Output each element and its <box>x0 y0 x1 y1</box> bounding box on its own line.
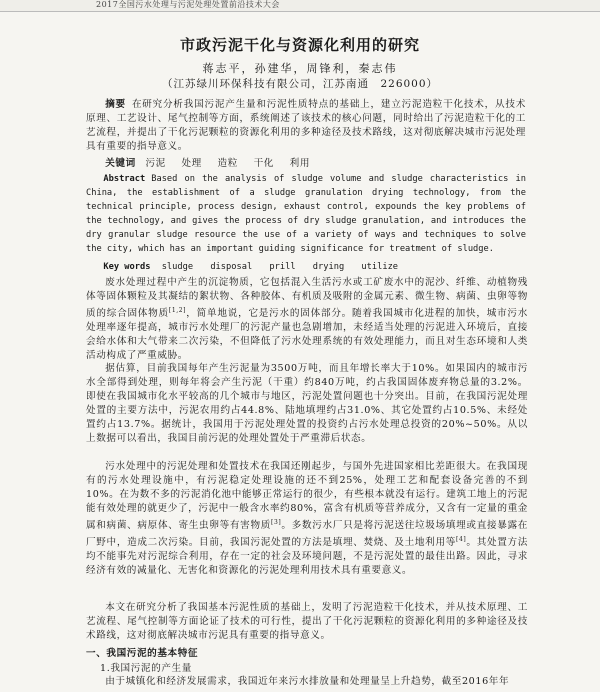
body-paragraph-5 <box>86 675 528 689</box>
keyword-zh: 造粒 <box>217 158 238 169</box>
paper-affiliation: （江苏绿川环保科技有限公司，江苏南通 226000） <box>161 78 439 90</box>
body-text: 据估算，目前我国每年产生污泥量为3500万吨，而且年增长率大于10%。如果国内的城市污水全部得到处理，则每年将会产生污泥（干重）约840万吨，约占我国固体废弃物总量的3.2%。即使在我国城市化水平较高的几个城市与地区，污泥处置问题也十分突出。目前，在我国污泥处理处置的主要方法中，污泥农用约占44.8%、陆地填埋约占31.0%、其它处置约占10.5%、未经处置约占13.7%。据统计，我国用于污泥处理处置的投资约占污水处理总投资的20%~50%。从以上数据可以看出，我国目前污泥的处理处置处于严重滞后状态。 <box>86 363 528 444</box>
keyword-zh: 污泥 <box>145 158 166 169</box>
body-paragraph-1 <box>86 276 528 363</box>
keyword-en: prill <box>269 262 296 272</box>
running-header-text: 2017全国污水处理与污泥处理处置前沿技术大会 <box>96 0 280 9</box>
body-paragraph-4 <box>86 601 528 643</box>
subsection-heading: 1.我国污泥的产生量 <box>100 663 192 674</box>
keywords-en-label: Key words <box>103 262 151 272</box>
keywords-en <box>86 260 526 274</box>
keyword-zh: 利用 <box>289 158 311 169</box>
section-heading: 一、我国污泥的基本特征 <box>86 648 199 659</box>
body-paragraph-3 <box>86 460 528 578</box>
citation: [1,2] <box>168 307 187 314</box>
page-title: 市政污泥干化与资源化利用的研究 <box>179 36 420 54</box>
citation: [3] <box>271 519 282 526</box>
body-text: 本文在研究分析了我国基本污泥性质的基础上，发明了污泥造粒干化技术，并从技术原理、工艺流程、尾气控制等方面论证了技术的可行性，提出了干化污泥颗粒的资源化利用的多种途径及技术路线，这对彻底解决城市污泥具有重要的指导意义。 <box>86 602 528 641</box>
keyword-zh: 干化 <box>253 158 274 169</box>
keyword-en: disposal <box>210 262 253 272</box>
keyword-en: utilize <box>361 262 399 272</box>
abstract-en <box>86 172 526 256</box>
body-text: 。其处置方法均不能事先对污泥综合利用，存在一定的社会及环境问题，不是污泥处置的最佳出路。因此，寻求经济有效的减量化、无害化和资源化的污泥处理利用技术具有重要意义。 <box>86 537 528 577</box>
citation: [4] <box>456 536 467 544</box>
keyword-zh: 处理 <box>181 158 202 169</box>
abstract-zh <box>86 98 526 154</box>
paper-authors: 蒋志平，孙建华，周锋利，秦志伟 <box>202 62 398 75</box>
body-text: 污水处理中的污泥处理和处置技术在我国还刚起步，与国外先进国家相比差距很大。在我国现有的污水处理设施中，有污泥稳定处理设施的还不到25%，处理工艺和配套设备完善的不到10%。在为数不多的污泥消化池中能够正常运行的很少，有些根本就没有运行。建筑工地上的污泥能有效处理的就更少了，污泥中一般含水率约80%，富含有机质等营养成分，又含有一定量的重金属和病菌、病原体、寄生虫卵等有害物质 <box>86 461 528 532</box>
abstract-zh-text: 在研究分析我国污泥产生量和污泥性质特点的基础上，建立污泥造粒干化技术，从技术原理、工艺设计、尾气控制等方面，系统阐述了该技术的核心问题，同时给出了污泥造粒干化的工艺流程，并提出了干化污泥颗粒的资源化利用的多种途径及技术路线，这对彻底解决城市污泥处理具有重要的指导意义。 <box>86 99 526 152</box>
running-header <box>0 0 600 12</box>
body-text: 由于城镇化和经济发展需求，我国近年来污水排放量和处理量呈上升趋势，截至2016年年 <box>105 676 510 687</box>
body-text: 。多数污水厂只是将污泥送往垃圾场填埋或直接暴露在厂野中，造成二次污染。目前，我国污泥处置的方法是填埋、焚烧、及土地利用等 <box>86 520 528 549</box>
keywords-zh-label: 关键词 <box>105 158 136 169</box>
keywords-zh <box>86 157 526 171</box>
keyword-en: drying <box>312 262 345 272</box>
abstract-en-label: Abstract <box>103 174 146 184</box>
body-text: ，简单地说，它是污水的固体部分。随着我国城市化进程的加快，城市污水处理率逐年提高，城市污水处理厂的污泥产量也急剧增加，未经适当处理的污泥进入环境后，直接会给水体和大气带来二次污染，不但降低了污水处理系统的有效处理能力，而且对生态环境和人类活动构成了严重威胁。 <box>86 308 528 362</box>
body-text: 废水处理过程中产生的沉淀物质，它包括混入生活污水或工矿废水中的泥沙、纤维、动植物残体等固体颗粒及其凝结的絮状物、各种胶体、有机质及吸附的金属元素、微生物、病菌、虫卵等物质的综合固体物质 <box>86 277 528 320</box>
abstract-zh-label: 摘要 <box>105 99 126 110</box>
abstract-en-text: Based on the analysis of sludge volume and sludge characteristics in China, the establishment of a sludge granulation drying technology, from the technical principle, process design, exhaust control, expounds the key problems of the technology, and gives the process of dry sludge granulation, and introduces the dry granular sludge resource the use of a variety of ways and techniques to solve the city, which has an important guiding significance for treatment of sludge. <box>86 174 526 254</box>
keyword-en: sludge <box>161 262 194 272</box>
body-paragraph-2 <box>86 362 528 446</box>
